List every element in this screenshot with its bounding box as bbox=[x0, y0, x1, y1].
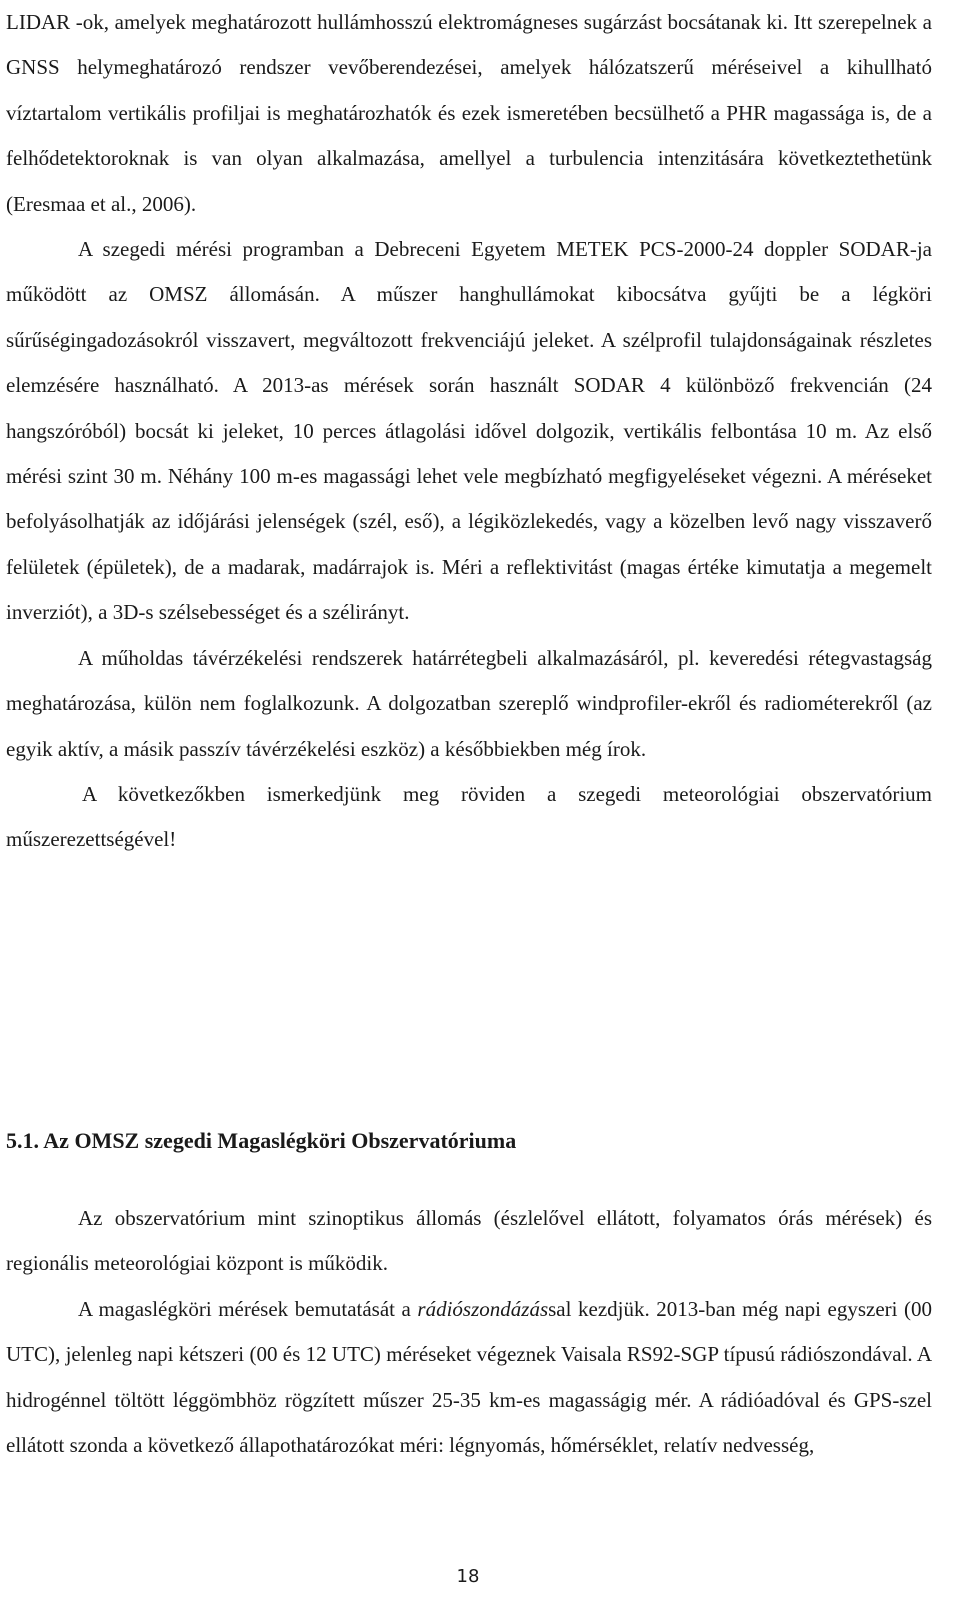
page-number: 18 bbox=[456, 1566, 480, 1587]
paragraph-radiosonde bbox=[6, 1287, 932, 1469]
radiosonde-text-start: A magaslégköri mérések bemutatását a bbox=[78, 1296, 418, 1321]
radiosonde-text-rest: sal kezdjük. 2013-ban még napi egyszeri (00 UTC), jelenleg napi kétszeri (00 és 12 UTC) méréseket végeznek Vaisala RS92-SGP típusú rádiószondával. A hidrogénnel töltött léggömbhöz rögzített műszer 25-35 km-es magasságig mér. A rádióadóval és GPS-szel ellátott szonda a következő állapothatározókat méri: légnyomás, hőmérséklet, relatív nedvesség, bbox=[6, 1296, 932, 1458]
paragraph-remote-sensing-intro: LIDAR -ok, amelyek meghatározott hullámhosszú elektromágneses sugárzást bocsátanak ki. Itt szerepelnek a GNSS helymeghatározó rendszer vevőberendezései, amelyek hálózatszerű méréseivel a kihullható víztartalom vertikális profiljai is meghatározhatók és ezek ismeretében becsülhető a PHR magassága is, de a felhődetektoroknak is van olyan alkalmazása, amellyel a turbulencia intenzitására következtethetünk (Eresmaa et al., 2006). bbox=[6, 10, 932, 216]
document-page bbox=[6, 0, 932, 1458]
section-heading: 5.1. Az OMSZ szegedi Magaslégköri Obszervatóriuma bbox=[6, 1128, 517, 1153]
paragraph-satellite: A műholdas távérzékelési rendszerek határrétegbeli alkalmazásáról, pl. keveredési rétegvastagság meghatározása, külön nem foglalkozunk. A dolgozatban szereplő windprofiler-ekről és radiométerekről (az egyik aktív, a másik passzív távérzékelési eszköz) a későbbiekben még írok. bbox=[6, 645, 932, 761]
paragraph-sodar: A szegedi mérési programban a Debreceni Egyetem METEK PCS-2000-24 doppler SODAR-ja működött az OMSZ állomásán. A műszer hanghullámokat kibocsátva gyűjti be a légköri sűrűségingadozásokról visszavert, megváltozott frekvenciájú jeleket. A szélprofil tulajdonságainak részletes elemzésére használható. A 2013-as mérések során használt SODAR 4 különböző frekvencián (24 hangszóróból) bocsát ki jeleket, 10 perces átlagolási idővel dolgozik, vertikális felbontása 10 m. Az első mérési szint 30 m. Néhány 100 m-es magassági lehet vele megbízható megfigyeléseket végezni. A méréseket befolyásolhatják az időjárási jelenségek (szél, eső), a légiközlekedés, vagy a közelben levő nagy visszaverő felületek (épületek), de a madarak, madárrajok is. Méri a reflektivitást (magas értéke kimutatja a megemelt inverziót), a 3D-s szélsebességet és a szélirányt. bbox=[6, 237, 932, 625]
section-body bbox=[6, 1196, 932, 1468]
paragraph-observatory: Az obszervatórium mint szinoptikus állomás (észlelővel ellátott, folyamatos órás mérések) és regionális meteorológiai központ is működik. bbox=[6, 1206, 932, 1276]
paragraph-next-section-intro: A következőkben ismerkedjünk meg röviden a szegedi meteorológiai obszervatórium műszerezettségével! bbox=[6, 781, 932, 852]
radiosonde-italic-term: rádiószondázás bbox=[417, 1296, 549, 1321]
